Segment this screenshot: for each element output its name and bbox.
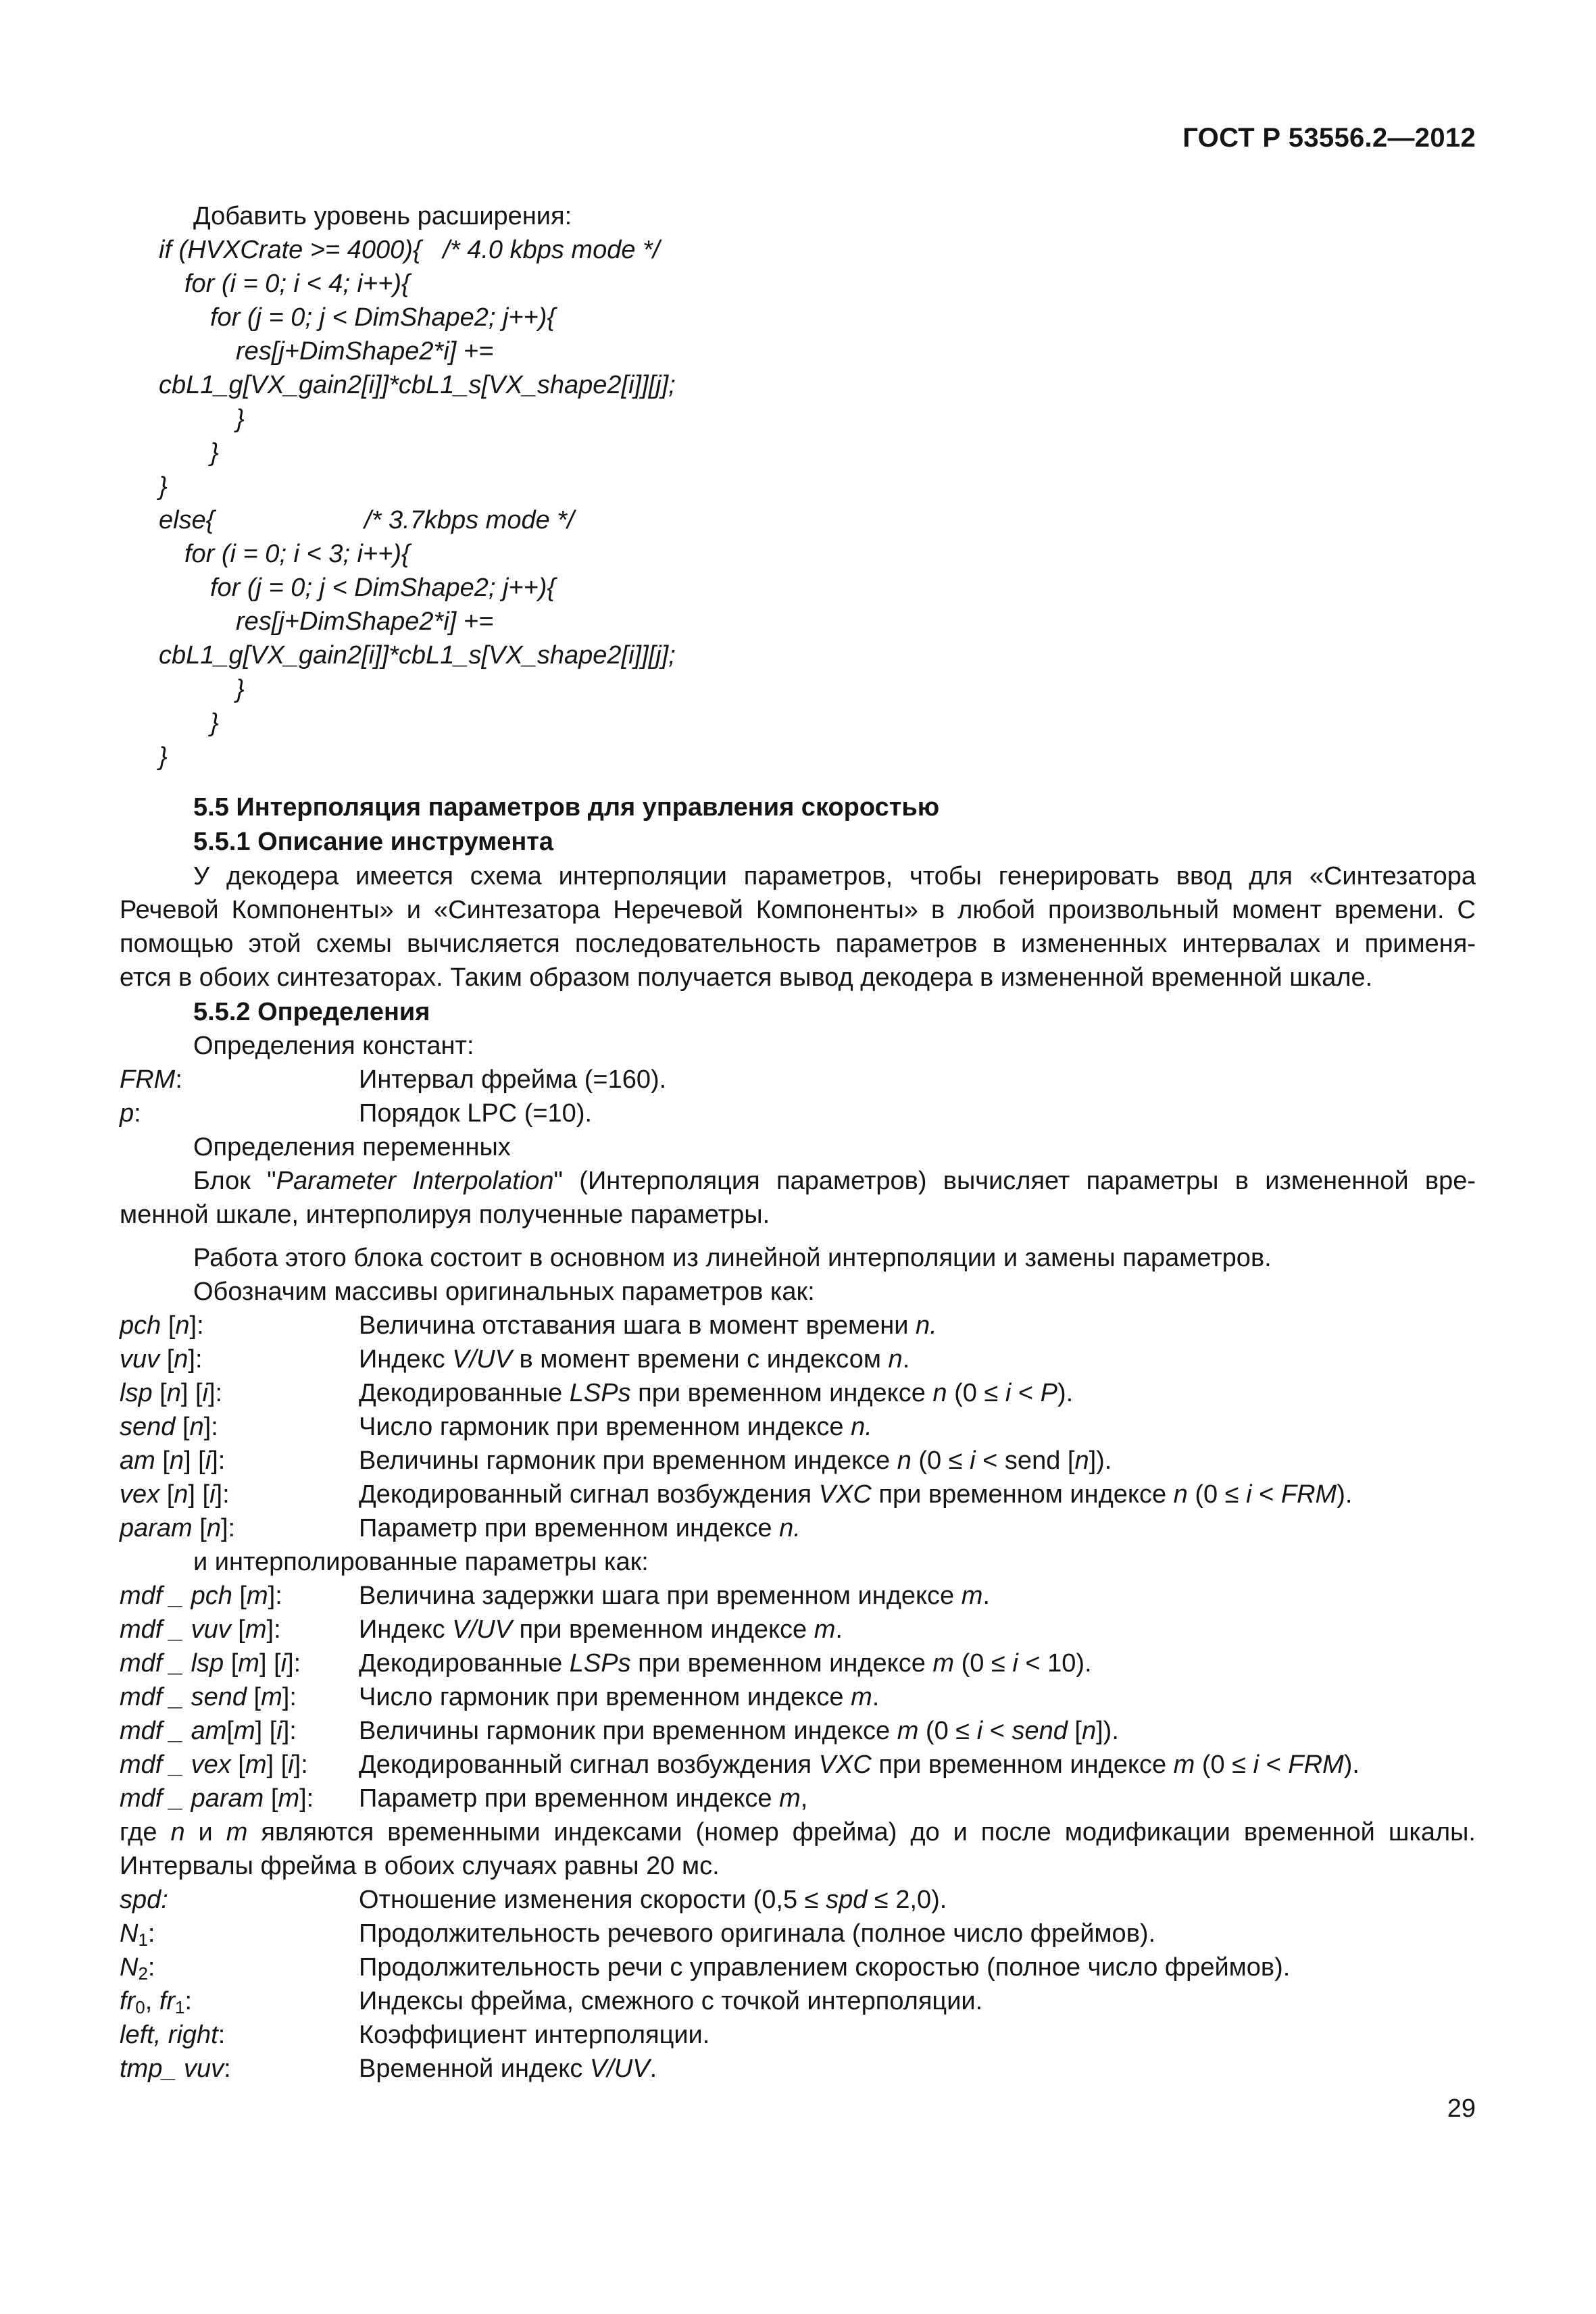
- definition-desc: Декодированный сигнал возбуждения VXC при временном индексе m (0 ≤ i < FRM).: [359, 1751, 1360, 1779]
- code-intro: Добавить уровень расширения:: [193, 202, 572, 230]
- definition-desc: Декодированный сигнал возбуждения VXC при временном индексе n (0 ≤ i < FRM).: [359, 1480, 1353, 1509]
- code-line: cbL1_g[VX_gain2[i]]*cbL1_s[VX_shape2[i]][j];: [159, 641, 676, 670]
- code-line: for (j = 0; j < DimShape2; j++){: [210, 303, 556, 332]
- definition-term: mdf _ vex [m] [i]:: [120, 1751, 308, 1779]
- definition-term: spd:: [120, 1886, 168, 1914]
- definition-desc: Параметр при временном индексе n.: [359, 1514, 801, 1542]
- definition-term: lsp [n] [i]:: [120, 1379, 223, 1407]
- definition-desc: Интервал фрейма (=160).: [359, 1065, 667, 1094]
- definition-desc: Декодированные LSPs при временном индексе n (0 ≤ i < P).: [359, 1379, 1074, 1407]
- definition-term: mdf _ send [m]:: [120, 1683, 297, 1711]
- paragraph-work: Работа этого блока состоит в основном из линейной интерполяции и замены параметров.: [193, 1244, 1272, 1272]
- code-line: res[j+DimShape2*i] +=: [236, 337, 494, 366]
- definition-term: param [n]:: [120, 1514, 236, 1542]
- code-line: }: [210, 438, 219, 467]
- definition-desc: Число гармоник при временном индексе m.: [359, 1683, 880, 1711]
- paragraph-block-cont: менной шкале, интерполируя полученные параметры.: [120, 1201, 770, 1229]
- definition-term: mdf _ pch [m]:: [120, 1582, 282, 1610]
- definition-desc: Величины гармоник при временном индексе m (0 ≤ i < send [n]).: [359, 1717, 1119, 1745]
- subsection-title: 5.5.1 Описание инструмента: [193, 828, 554, 856]
- definition-desc: Отношение изменения скорости (0,5 ≤ spd ≤ 2,0).: [359, 1886, 947, 1914]
- definition-desc: Продолжительность речевого оригинала (полное число фреймов).: [359, 1919, 1156, 1948]
- definition-term: vuv [n]:: [120, 1345, 203, 1374]
- code-line: }: [159, 743, 168, 771]
- code-line: for (j = 0; j < DimShape2; j++){: [210, 574, 556, 602]
- code-line: for (i = 0; i < 3; i++){: [184, 540, 410, 568]
- definition-term: send [n]:: [120, 1413, 218, 1441]
- code-line: for (i = 0; i < 4; i++){: [184, 270, 410, 298]
- definition-term: $N_1$:: [120, 1919, 155, 1950]
- definition-desc: Величины гармоник при временном индексе n (0 ≤ i < send [n]).: [359, 1447, 1112, 1475]
- code-line: if (HVXCrate >= 4000){ /* 4.0 kbps mode */: [159, 236, 660, 264]
- paragraph-where-cont: Интервалы фрейма в обоих случаях равны 20 мс.: [120, 1852, 720, 1880]
- section-title: 5.5 Интерполяция параметров для управления скоростью: [193, 793, 940, 822]
- definition-term: left, right:: [120, 2021, 226, 2049]
- orig-params-intro: Обозначим массивы оригинальных параметров как:: [193, 1278, 815, 1306]
- variables-heading: Определения переменных: [193, 1133, 511, 1161]
- code-line: }: [236, 675, 245, 703]
- subsection-title: 5.5.2 Определения: [193, 998, 430, 1026]
- definition-term: mdf _ vuv [m]:: [120, 1615, 281, 1644]
- code-line: else{ /* 3.7kbps mode */: [159, 506, 574, 534]
- definition-term: am [n] [i]:: [120, 1447, 226, 1475]
- definition-term: mdf _ param [m]:: [120, 1784, 314, 1813]
- paragraph-line: помощью этой схемы вычисляется последовательность параметров в измененных интервалах и применя-: [120, 930, 1476, 958]
- definition-desc: Параметр при временном индексе m,: [359, 1784, 808, 1813]
- code-line: }: [210, 709, 219, 737]
- code-line: res[j+DimShape2*i] +=: [236, 607, 494, 636]
- definition-desc: Продолжительность речи с управлением скоростью (полное число фреймов).: [359, 1953, 1291, 1982]
- definition-term: p:: [120, 1099, 141, 1128]
- definition-term: pch [n]:: [120, 1311, 204, 1340]
- definition-desc: Величина отставания шага в момент времени n.: [359, 1311, 937, 1340]
- code-line: }: [159, 472, 168, 501]
- paragraph-line: Речевой Компоненты» и «Синтезатора Неречевой Компоненты» в любой произвольный момент времени. С: [120, 896, 1476, 924]
- paragraph-line: ется в обоих синтезаторах. Таким образом получается вывод декодера в измененной временной шкале.: [120, 963, 1373, 992]
- definition-term: FRM:: [120, 1065, 182, 1094]
- definition-desc: Порядок LPC (=10).: [359, 1099, 593, 1128]
- code-line: }: [236, 405, 245, 433]
- definition-desc: Индекс V/UV в момент времени с индексом n.: [359, 1345, 910, 1374]
- definition-desc: Индексы фрейма, смежного с точкой интерполяции.: [359, 1987, 983, 2015]
- paragraph-where: где n и m являются временными индексами (номер фрейма) до и после модификации временной шкалы.: [120, 1818, 1476, 1846]
- definition-term: vex [n] [i]:: [120, 1480, 230, 1509]
- definition-term: $N_2$:: [120, 1953, 155, 1984]
- definition-term: $fr_0$, $fr_1$:: [120, 1987, 193, 2017]
- paragraph-block: Блок "Parameter Interpolation" (Интерполяция параметров) вычисляет параметры в измененной вре-: [193, 1167, 1476, 1195]
- paragraph-line: У декодера имеется схема интерполяции параметров, чтобы генерировать ввод для «Синтезатора: [193, 862, 1476, 890]
- definition-term: mdf _ am[m] [i]:: [120, 1717, 297, 1745]
- document-header: ГОСТ Р 53556.2—2012: [1182, 123, 1476, 153]
- definition-desc: Коэффициент интерполяции.: [359, 2021, 710, 2049]
- page-number: 29: [1447, 2094, 1476, 2123]
- code-line: cbL1_g[VX_gain2[i]]*cbL1_s[VX_shape2[i]][j];: [159, 371, 676, 399]
- definition-desc: Число гармоник при временном индексе n.: [359, 1413, 872, 1441]
- definition-term: tmp_ vuv:: [120, 2055, 231, 2083]
- definition-desc: Временной индекс V/UV.: [359, 2055, 657, 2083]
- definition-desc: Индекс V/UV при временном индексе m.: [359, 1615, 843, 1644]
- definition-desc: Величина задержки шага при временном индексе m.: [359, 1582, 990, 1610]
- interp-params-intro: и интерполированные параметры как:: [193, 1548, 649, 1576]
- constants-heading: Определения констант:: [193, 1032, 474, 1060]
- definition-desc: Декодированные LSPs при временном индексе m (0 ≤ i < 10).: [359, 1649, 1092, 1678]
- definition-term: mdf _ lsp [m] [i]:: [120, 1649, 301, 1678]
